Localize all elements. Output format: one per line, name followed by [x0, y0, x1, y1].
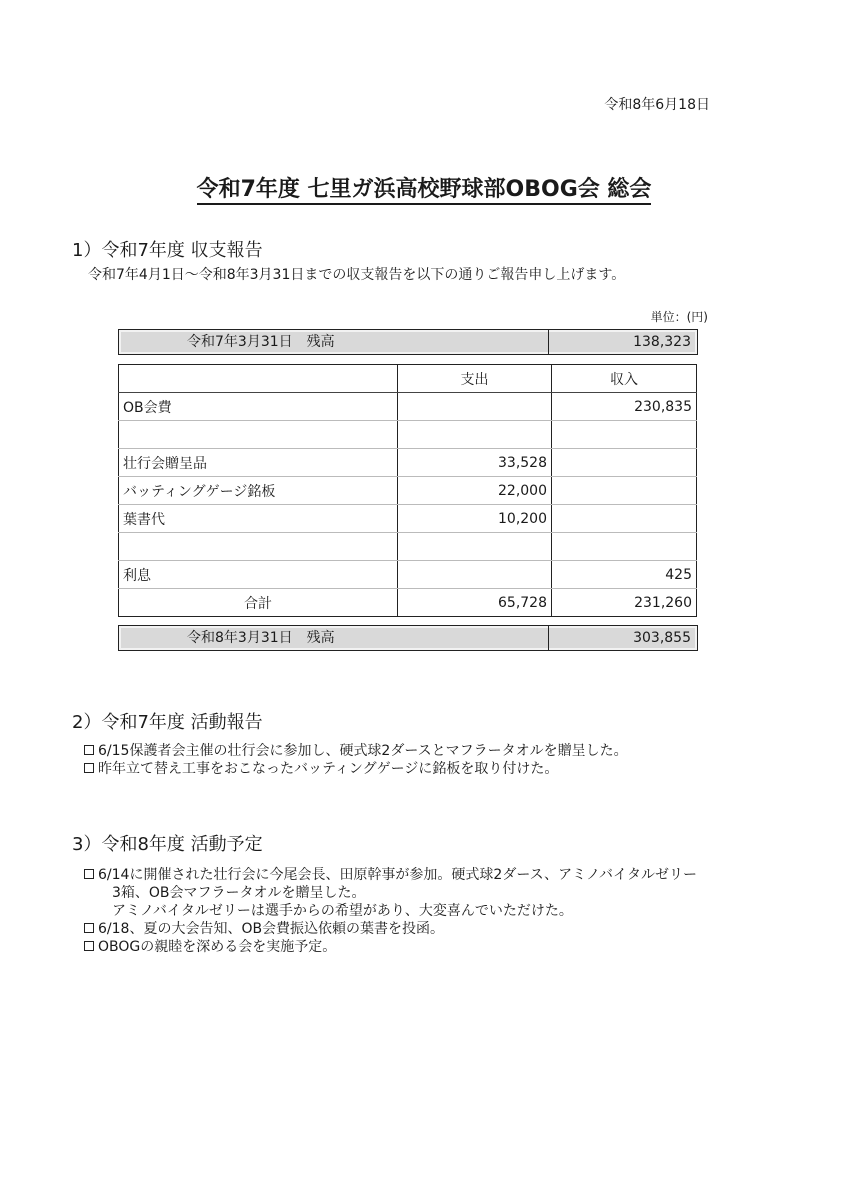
- activity-plan-list: [84, 866, 697, 956]
- total-expense: 65,728: [398, 589, 552, 617]
- row-income: [552, 533, 697, 561]
- row-income: [552, 449, 697, 477]
- list-item-text: 昨年立て替え工事をおこなったバッティングゲージに銘板を取り付けた。: [98, 761, 559, 777]
- closing-balance-row: [118, 625, 698, 651]
- row-expense: [398, 533, 552, 561]
- list-item-text-continued: 3箱、OB会マフラータオルを贈呈した。: [112, 885, 366, 901]
- total-label: 合計: [119, 589, 398, 617]
- row-expense: 10,200: [398, 505, 552, 533]
- checkbox-icon: [84, 941, 94, 951]
- section-heading-activity-report: 2）令和7年度 活動報告: [72, 712, 263, 733]
- finance-intro: 令和7年4月1日～令和8年3月31日までの収支報告を以下の通りご報告申し上げます。: [88, 267, 626, 283]
- row-expense: [398, 561, 552, 589]
- row-expense: [398, 421, 552, 449]
- closing-balance-label: 令和8年3月31日 残高: [119, 626, 549, 650]
- document-title: [0, 172, 848, 203]
- closing-balance-value: 303,855: [633, 630, 691, 646]
- row-expense: [398, 393, 552, 421]
- header-item: [119, 365, 398, 393]
- list-item-text: 6/15保護者会主催の壮行会に参加し、硬式球2ダースとマフラータオルを贈呈した。: [98, 743, 628, 759]
- row-income: [552, 477, 697, 505]
- row-item: 壮行会贈呈品: [119, 449, 398, 477]
- row-item: OB会費: [119, 393, 398, 421]
- list-item: [84, 760, 628, 778]
- total-row: [119, 589, 697, 617]
- activity-report-list: [84, 742, 628, 778]
- table-row: [119, 449, 697, 477]
- ledger-header-row: [119, 365, 697, 393]
- table-row: [119, 533, 697, 561]
- list-item-text: OBOGの親睦を深める会を実施予定。: [98, 939, 337, 955]
- list-item-text: 6/14に開催された壮行会に今尾会長、田原幹事が参加。硬式球2ダース、アミノバイタルゼリー: [98, 867, 697, 883]
- checkbox-icon: [84, 763, 94, 773]
- table-row: [119, 421, 697, 449]
- table-row: [119, 393, 697, 421]
- checkbox-icon: [84, 745, 94, 755]
- opening-balance-value: 138,323: [633, 334, 691, 350]
- row-item: [119, 533, 398, 561]
- header-income: 収入: [552, 365, 697, 393]
- table-row: [119, 561, 697, 589]
- checkbox-icon: [84, 923, 94, 933]
- row-expense: 33,528: [398, 449, 552, 477]
- opening-balance-row: [118, 329, 698, 355]
- list-item-text: 6/18、夏の大会告知、OB会費振込依頼の葉書を投函。: [98, 921, 445, 937]
- row-item: [119, 421, 398, 449]
- title-text: 令和7年度 七里ガ浜高校野球部OBOG会 総会: [197, 177, 652, 205]
- row-income: 230,835: [552, 393, 697, 421]
- list-item-text-continued: アミノバイタルゼリーは選手からの希望があり、大変喜んでいただけた。: [112, 903, 573, 919]
- ledger-table: [118, 364, 697, 617]
- row-item: 利息: [119, 561, 398, 589]
- document-date: 令和8年6月18日: [604, 97, 710, 113]
- section-heading-finance: 1）令和7年度 収支報告: [72, 240, 263, 261]
- list-item: [84, 742, 628, 760]
- table-row: [119, 477, 697, 505]
- list-item: [84, 938, 697, 956]
- row-expense: 22,000: [398, 477, 552, 505]
- row-item: バッティングゲージ銘板: [119, 477, 398, 505]
- opening-balance-label: 令和7年3月31日 残高: [119, 330, 549, 354]
- checkbox-icon: [84, 869, 94, 879]
- section-heading-activity-plan: 3）令和8年度 活動予定: [72, 834, 263, 855]
- row-item: 葉書代: [119, 505, 398, 533]
- row-income: [552, 421, 697, 449]
- row-income: 425: [552, 561, 697, 589]
- row-income: [552, 505, 697, 533]
- list-item: [84, 920, 697, 938]
- unit-label: 単位：(円): [650, 310, 708, 324]
- table-row: [119, 505, 697, 533]
- list-item: [84, 866, 697, 920]
- total-income: 231,260: [552, 589, 697, 617]
- header-expense: 支出: [398, 365, 552, 393]
